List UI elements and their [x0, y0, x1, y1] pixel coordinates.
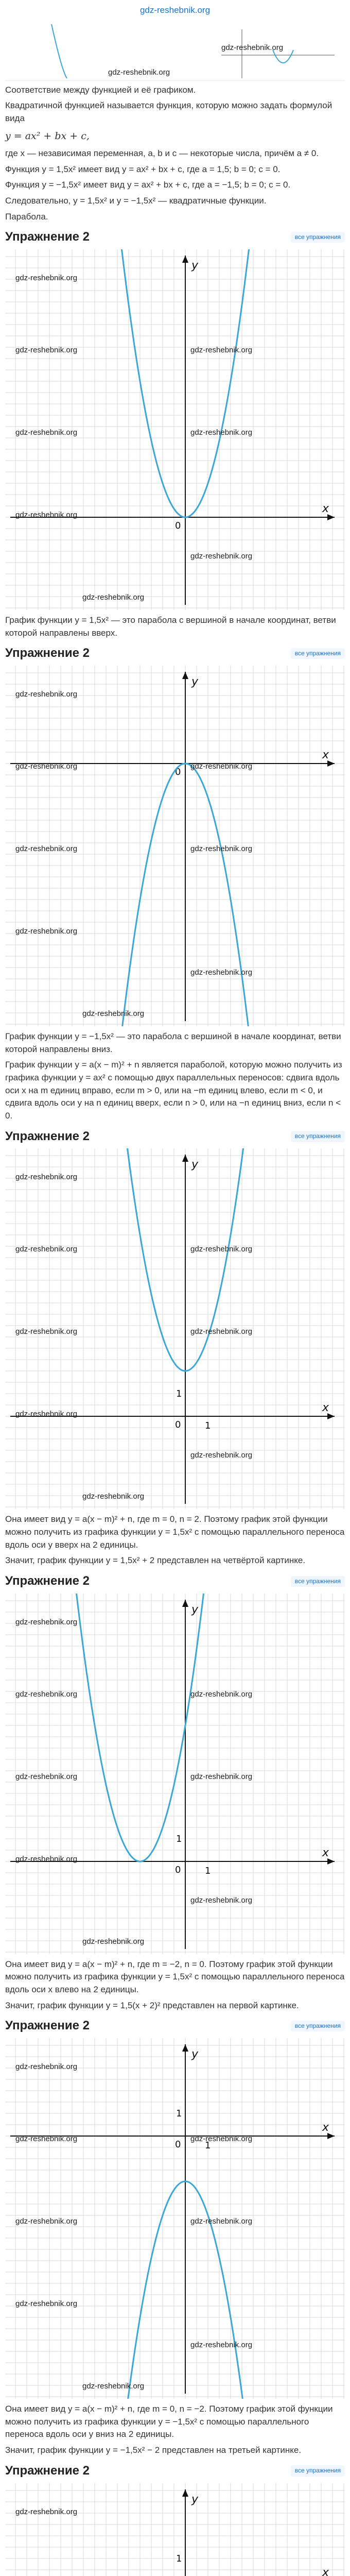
- graph-svg: [5, 2038, 345, 2399]
- exercise-title: Упражнение 2: [5, 230, 90, 244]
- intro-p7: Парабола.: [5, 211, 48, 222]
- intro-p1: Соответствие между функцией и её графиком.: [5, 84, 196, 95]
- graph-caption: Она имеет вид y = a(x − m)² + n, где m = −2, n = 0. Поэтому график этой функции можно получить из графика функции y = 1,5x² с помощью параллельного переноса вдоль оси x влево на 2 единицы.: [5, 1959, 345, 1995]
- exercise-title: Упражнение 2: [5, 646, 90, 660]
- y-axis-label: y: [191, 675, 199, 689]
- watermark: gdz-reshebnik.org: [190, 1895, 253, 1905]
- watermark: gdz-reshebnik.org: [15, 927, 78, 936]
- watermark: gdz-reshebnik.org: [190, 1689, 253, 1699]
- intro-p2: Квадратичной функцией называется функция, которую можно задать формулой вида: [5, 100, 332, 123]
- graph-conclusion: Значит, график функции y = 1,5(x + 2)² представлен на первой картинке.: [5, 2000, 299, 2010]
- graph-caption: График функции y = 1,5x² — это парабола с вершиной в начале координат, ветви которой направлены вверх.: [5, 615, 336, 638]
- graph-svg: [5, 666, 345, 1026]
- watermark: gdz-reshebnik.org: [190, 2341, 253, 2350]
- origin-label: 0: [175, 1419, 181, 1431]
- all-exercises-link[interactable]: все упражнения: [291, 2021, 345, 2031]
- origin-label: 0: [175, 2139, 181, 2150]
- watermark: gdz-reshebnik.org: [15, 1173, 78, 1182]
- top-thumbnails: [5, 19, 345, 81]
- watermark: gdz-reshebnik.org: [82, 1009, 145, 1019]
- watermark: gdz-reshebnik.org: [15, 844, 78, 854]
- x-axis-label: x: [322, 2121, 329, 2134]
- watermark: gdz-reshebnik.org: [15, 2217, 78, 2226]
- watermark: gdz-reshebnik.org: [190, 844, 253, 854]
- intro-p4: Функция y = 1,5x² имеет вид y = ax² + bx + c, где a = 1,5; b = 0; c = 0.: [5, 164, 281, 174]
- exercise-title: Упражнение 2: [5, 1129, 90, 1143]
- watermark: gdz-reshebnik.org: [15, 346, 78, 355]
- all-exercises-link[interactable]: все упражнения: [291, 2465, 345, 2476]
- y-axis-label: y: [191, 259, 199, 273]
- watermark: gdz-reshebnik.org: [190, 968, 253, 977]
- site-link[interactable]: gdz-reshebnik.org: [139, 5, 211, 15]
- x-tick-label: 1: [205, 1420, 211, 1432]
- origin-label: 0: [175, 1864, 181, 1875]
- intro-formula: y = ax² + bx + c,: [5, 130, 90, 142]
- watermark: gdz-reshebnik.org: [15, 1854, 78, 1863]
- graph-figure: [5, 2483, 345, 2576]
- origin-label: 0: [175, 767, 181, 778]
- y-tick-label: 1: [176, 1833, 182, 1844]
- graph-figure: [5, 1148, 345, 1509]
- all-exercises-link[interactable]: все упражнения: [291, 1576, 345, 1587]
- watermark: gdz-reshebnik.org: [82, 593, 145, 602]
- watermark: gdz-reshebnik.org: [82, 1937, 145, 1946]
- y-axis-label: y: [191, 1158, 199, 1172]
- watermark: gdz-reshebnik.org: [190, 762, 253, 771]
- watermark: gdz-reshebnik.org: [190, 1245, 253, 1254]
- exercise-header: [5, 643, 345, 664]
- y-axis-label: y: [191, 2493, 199, 2506]
- x-axis-label: x: [322, 1401, 329, 1415]
- graph-caption: График функции y = −1,5x² — это парабола с вершиной в начале координат, ветви которой направлены вниз.: [5, 1031, 341, 1054]
- intro-p6: Следовательно, y = 1,5x² и y = −1,5x² — квадратичные функции.: [5, 196, 267, 206]
- exercise-header: [5, 1571, 345, 1591]
- watermark: gdz-reshebnik.org: [15, 511, 78, 520]
- watermark: gdz-reshebnik.org: [190, 428, 253, 437]
- all-exercises-link[interactable]: все упражнения: [291, 232, 345, 243]
- watermark: gdz-reshebnik.org: [190, 1451, 253, 1460]
- watermark: gdz-reshebnik.org: [15, 1245, 78, 1254]
- graph-figure: [5, 249, 345, 610]
- watermark: gdz-reshebnik.org: [15, 1410, 78, 1419]
- all-exercises-link[interactable]: все упражнения: [291, 1131, 345, 1142]
- watermark: gdz-reshebnik.org: [15, 2507, 78, 2516]
- watermark: gdz-reshebnik.org: [15, 2134, 78, 2144]
- watermark: gdz-reshebnik.org: [15, 1772, 78, 1781]
- y-tick-label: 1: [176, 1388, 182, 1400]
- graph-conclusion: Значит, график функции y = 1,5x² + 2 представлен на четвёртой картинке.: [5, 1555, 306, 1566]
- x-tick-label: 1: [205, 1865, 211, 1876]
- exercise-header: [5, 227, 345, 247]
- y-tick-label: 1: [176, 2553, 182, 2564]
- watermark: gdz-reshebnik.org: [82, 2382, 145, 2391]
- watermark: gdz-reshebnik.org: [15, 762, 78, 771]
- watermark: gdz-reshebnik.org: [15, 428, 78, 437]
- top-strip: [5, 19, 345, 81]
- watermark: gdz-reshebnik.org: [15, 1617, 78, 1626]
- y-tick-label: 1: [176, 2108, 182, 2120]
- watermark: gdz-reshebnik.org: [190, 2217, 253, 2226]
- graphs-container: [5, 227, 345, 2576]
- origin-label: 0: [175, 520, 181, 532]
- watermark: gdz-reshebnik.org: [190, 552, 253, 561]
- watermark: gdz-reshebnik.org: [190, 1772, 253, 1781]
- graph-figure: [5, 666, 345, 1026]
- y-axis-label: y: [191, 1603, 199, 1616]
- x-axis-label: x: [322, 749, 329, 762]
- x-axis-label: x: [322, 502, 329, 516]
- graph-caption: Она имеет вид y = a(x − m)² + n, где m = 0, n = −2. Поэтому график этой функции можно получить из графика функции y = −1,5x² с помощью параллельного переноса вдоль оси y вниз на 2 единицы.: [5, 2404, 333, 2439]
- intro-p3: где x — независимая переменная, a, b и c — некоторые числа, причём a ≠ 0.: [5, 148, 319, 159]
- graph-conclusion: График функции y = a(x − m)² + n является параболой, которую можно получить из графика функции y = ax² с помощью двух параллельных переносов: сдвига вдоль оси x на m единиц вправо, если m > 0, или на −m единиц влево, если m < 0, и сдвига вдоль оси y на n единиц вверх, если n > 0, или на −n единиц вниз, если n < 0.: [5, 1060, 342, 1121]
- watermark: gdz-reshebnik.org: [190, 2134, 253, 2144]
- graph-svg: [5, 249, 345, 610]
- watermark: gdz-reshebnik.org: [15, 1327, 78, 1336]
- watermark: gdz-reshebnik.org: [82, 1492, 145, 1501]
- graph-svg: [5, 1594, 345, 1954]
- watermark: gdz-reshebnik.org: [221, 43, 284, 52]
- watermark: gdz-reshebnik.org: [15, 2062, 78, 2072]
- all-exercises-link[interactable]: все упражнения: [291, 648, 345, 659]
- graph-svg: [5, 2483, 345, 2576]
- intro-p5: Функция y = −1,5x² имеет вид y = ax² + bx + c, где a = −1,5; b = 0; c = 0.: [5, 180, 291, 190]
- exercise-header: [5, 2016, 345, 2036]
- graph-svg: [5, 1148, 345, 1509]
- exercise-title: Упражнение 2: [5, 2463, 90, 2478]
- watermark: gdz-reshebnik.org: [15, 274, 78, 283]
- y-axis-label: y: [191, 2048, 199, 2061]
- graph-conclusion: Значит, график функции y = −1,5x² − 2 представлен на третьей картинке.: [5, 2445, 302, 2455]
- watermark: gdz-reshebnik.org: [15, 2299, 78, 2309]
- exercise-title: Упражнение 2: [5, 1574, 90, 1588]
- exercise-header: [5, 1127, 345, 1147]
- x-axis-label: x: [322, 2566, 329, 2576]
- watermark: gdz-reshebnik.org: [15, 690, 78, 699]
- watermark: gdz-reshebnik.org: [190, 1327, 253, 1336]
- thumb-curve-left: [51, 24, 67, 78]
- graph-figure: [5, 1594, 345, 1954]
- watermark: gdz-reshebnik.org: [108, 67, 170, 77]
- graph-caption: Она имеет вид y = a(x − m)² + n, где m = 0, n = 2. Поэтому график этой функции можно получить из графика функции y = 1,5x² с помощью параллельного переноса вдоль оси y вверх на 2 единицы.: [5, 1514, 345, 1550]
- exercise-title: Упражнение 2: [5, 2019, 90, 2033]
- graph-figure: [5, 2038, 345, 2399]
- exercise-header: [5, 2461, 345, 2481]
- x-tick-label: 1: [205, 2140, 211, 2151]
- watermark: gdz-reshebnik.org: [15, 1689, 78, 1699]
- watermark: gdz-reshebnik.org: [190, 346, 253, 355]
- x-axis-label: x: [322, 1846, 329, 1859]
